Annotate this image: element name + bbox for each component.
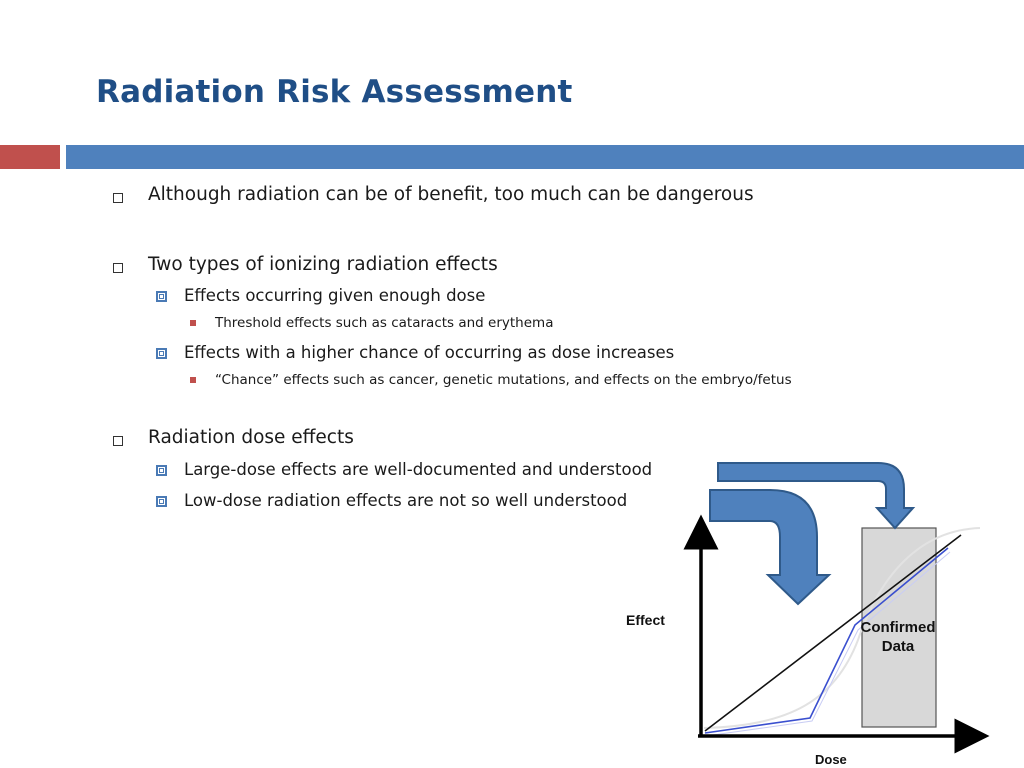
y-axis-label: Effect (626, 612, 665, 628)
square-bullet-icon (156, 291, 167, 302)
sub-bullet-text: Effects with a higher chance of occurring as dose increases (184, 343, 675, 362)
sub-bullet-text: Effects occurring given enough dose (184, 286, 486, 305)
bullet-text: Radiation dose effects (148, 427, 354, 448)
hollow-square-bullet-icon (113, 193, 123, 203)
confirmed-data-label (856, 618, 940, 656)
square-bullet-icon (156, 348, 167, 359)
square-bullet-icon (156, 465, 167, 476)
bullet-text: Two types of ionizing radiation effects (148, 254, 498, 275)
slide-title: Radiation Risk Assessment (96, 74, 573, 110)
hollow-square-bullet-icon (113, 436, 123, 446)
hollow-square-bullet-icon (113, 263, 123, 273)
sub-bullet-text: Low-dose radiation effects are not so well understood (184, 491, 628, 510)
sub-bullet-text: Large-dose effects are well-documented and understood (184, 460, 653, 479)
confirmed-label-line1: Confirmed (860, 619, 936, 636)
bent-arrow-lower (710, 490, 829, 604)
sub-sub-bullet-text: “Chance” effects such as cancer, genetic mutations, and effects on the embryo/fetus (215, 372, 792, 388)
x-axis-label: Dose (815, 752, 847, 767)
filled-square-bullet-icon (190, 377, 196, 383)
confirmed-label-line2: Data (881, 638, 915, 655)
filled-square-bullet-icon (190, 320, 196, 326)
square-bullet-icon (156, 496, 167, 507)
sub-sub-bullet-text: Threshold effects such as cataracts and erythema (215, 315, 554, 331)
bullet-text: Although radiation can be of benefit, too much can be dangerous (148, 184, 754, 205)
